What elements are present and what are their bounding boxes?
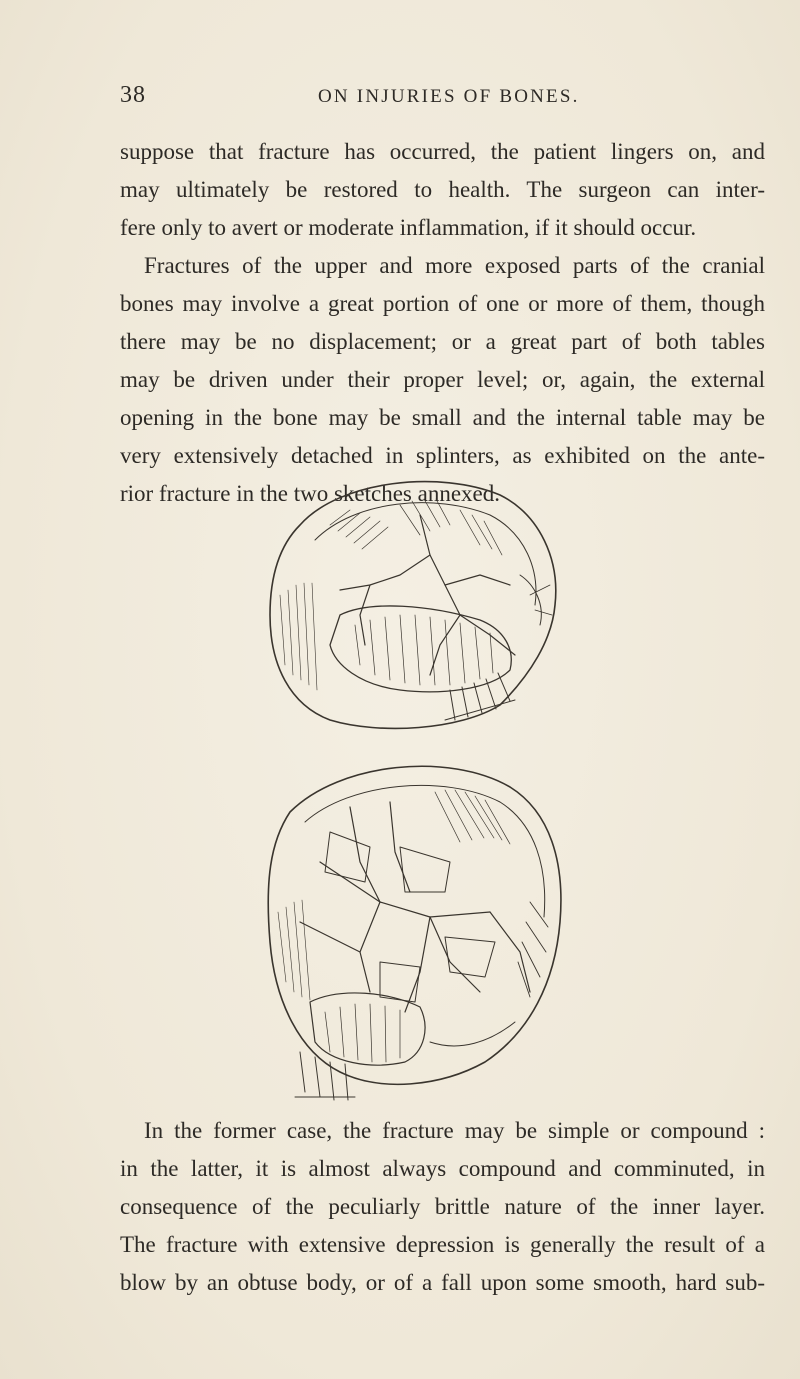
- text-line: in the latter, it is almost always compound and comminuted, in: [120, 1156, 765, 1181]
- text-line: there may be no displacement; or a great part of both tables: [120, 329, 765, 354]
- text-line: The fracture with extensive depression is generally the result of a: [120, 1232, 765, 1257]
- text-block-top: [120, 133, 765, 513]
- text-line: opening in the bone may be small and the internal table may be: [120, 405, 765, 430]
- text-line: rior fracture in the two sketches annexed.: [120, 481, 500, 506]
- text-line: Fractures of the upper and more exposed parts of the cranial: [144, 253, 765, 278]
- text-block-bottom: [120, 1112, 765, 1302]
- text-line: very extensively detached in splinters, as exhibited on the ante-: [120, 443, 765, 468]
- skull-fracture-illustration-exterior: [230, 465, 570, 735]
- skull-fracture-illustration-interior: [230, 752, 570, 1112]
- text-line: blow by an obtuse body, or of a fall upon some smooth, hard sub-: [120, 1270, 765, 1295]
- running-head: ON INJURIES OF BONES.: [318, 86, 580, 107]
- text-line: may ultimately be restored to health. The surgeon can inter-: [120, 177, 765, 202]
- text-line: suppose that fracture has occurred, the patient lingers on, and: [120, 139, 765, 164]
- page-header: [120, 82, 760, 116]
- text-line: bones may involve a great portion of one or more of them, though: [120, 291, 765, 316]
- page-number: 38: [120, 82, 146, 108]
- text-line: consequence of the peculiarly brittle nature of the inner layer.: [120, 1194, 765, 1219]
- text-line: In the former case, the fracture may be simple or compound :: [144, 1118, 765, 1143]
- text-line: fere only to avert or moderate inflammation, if it should occur.: [120, 215, 697, 240]
- text-line: may be driven under their proper level; or, again, the external: [120, 367, 765, 392]
